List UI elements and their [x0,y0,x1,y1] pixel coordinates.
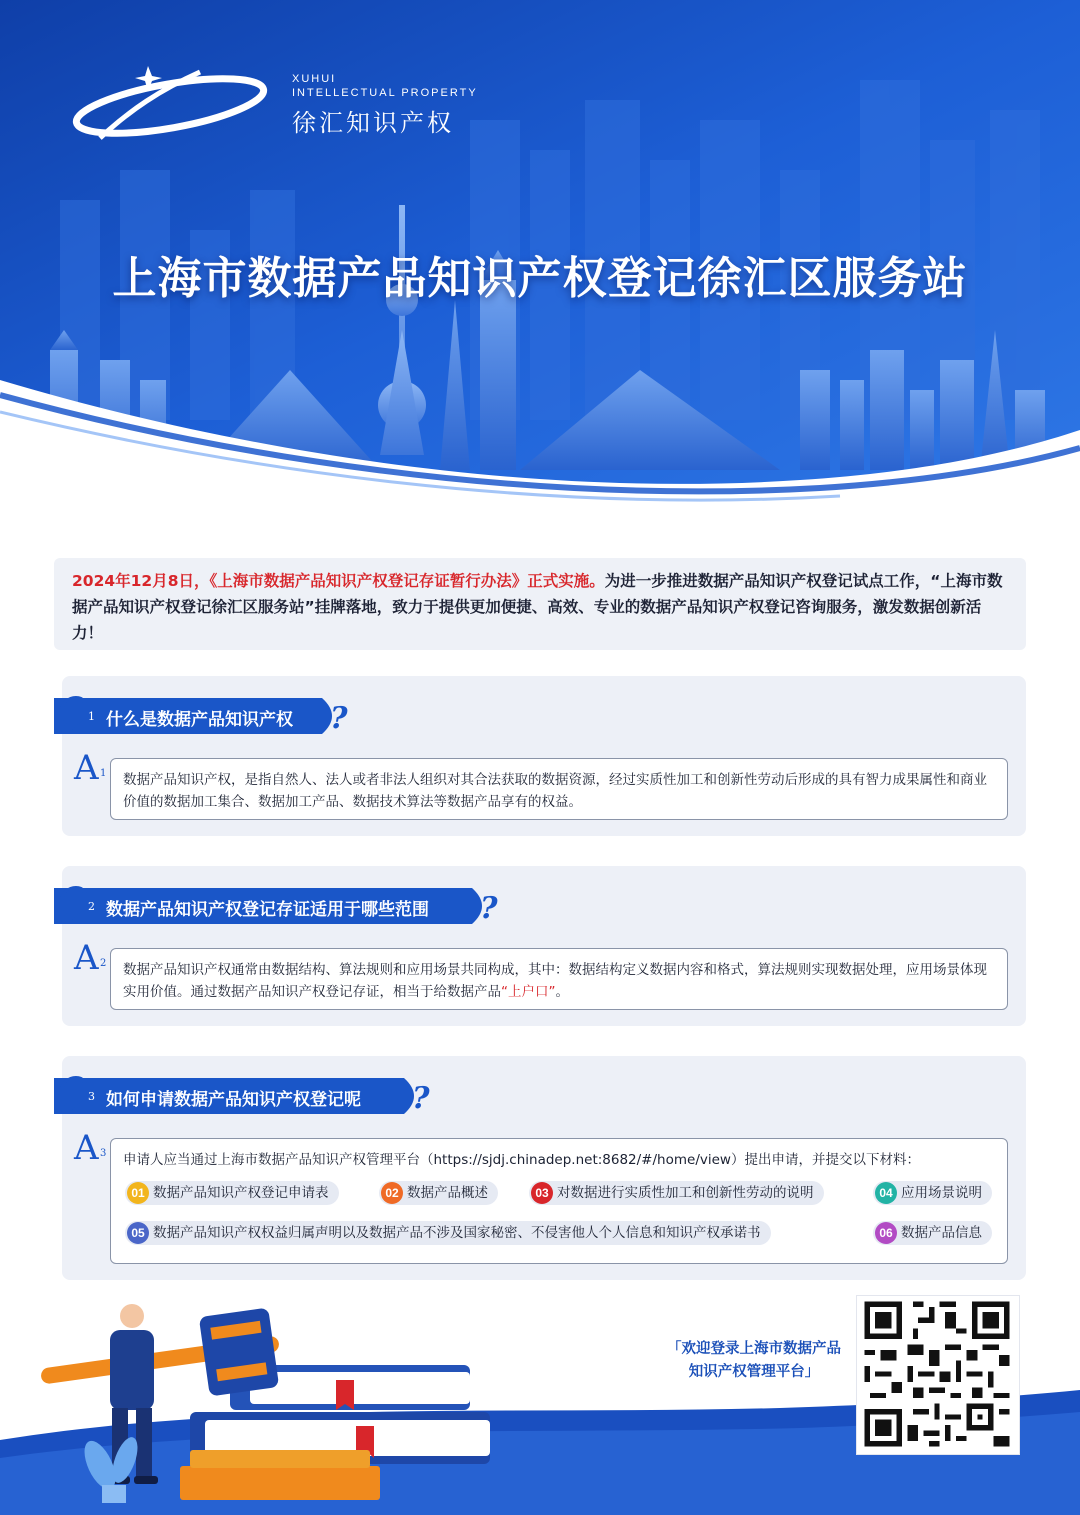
page-title: 上海市数据产品知识产权登记徐汇区服务站 [112,253,968,304]
answer-number: 3 [100,1148,107,1159]
gavel-icon [40,1308,280,1397]
answer-text-end: 。 [555,984,569,1000]
question-letter: Q [56,690,89,736]
qa-card-1 [56,676,1026,836]
answer-letter: A [74,748,99,788]
qa-card-3 [56,1056,1026,1280]
material-item [125,1221,771,1245]
brand-en-line2: INTELLECTUAL PROPERTY [292,87,478,99]
question-number: 1 [88,710,95,723]
answer-text: 数据产品知识产权，是指自然人、法人或者非法人组织对其合法获取的数据资源，经过实质性加工和创新性劳动后形成的具有智力成果属性和商业价值的数据加工集合、数据加工产品、数据技术算法等数据产品享有的权益。 [123,772,987,810]
qr-code[interactable] [856,1295,1020,1455]
material-number-badge: 05 [127,1222,149,1244]
qr-caption-line1: 「欢迎登录上海市数据产品 [667,1341,841,1357]
question-number: 3 [88,1090,95,1103]
answer-text: 数据产品知识产权通常由数据结构、算法规则和应用场景共同构成，其中：数据结构定义数据内容和格式，算法规则实现数据处理，应用场景体现实用价值。通过数据产品知识产权登记存证，相当于给数据产品 [123,962,987,1000]
material-number-badge: 06 [875,1222,897,1244]
material-label: 数据产品知识产权权益归属声明以及数据产品不涉及国家秘密、不侵害他人个人信息和知识产权承诺书 [153,1225,761,1241]
answer-text: 申请人应当通过上海市数据产品知识产权管理平台（https://sjdj.chinadep.net:8682/#/home/view）提出申请，并提交以下材料： [123,1152,920,1168]
material-item [529,1181,824,1205]
intro-highlight: 2024年12月8日，《上海市数据产品知识产权登记存证暂行办法》正式实施。 [72,572,605,590]
answer-letter: A [74,938,99,978]
question-text: 如何申请数据产品知识产权登记呢 [106,1090,361,1110]
material-item [873,1221,992,1245]
question-letter: Q [56,1070,89,1116]
answer-number: 2 [100,958,107,969]
material-label: 数据产品概述 [407,1185,488,1201]
brand-en-line1: XUHUI [292,73,337,85]
qa-card-2 [56,866,1026,1026]
qr-caption-line2: 知识产权管理平台」 [688,1364,820,1380]
material-label: 数据产品知识产权登记申请表 [153,1185,329,1201]
question-number: 2 [88,900,95,913]
material-number-badge: 02 [381,1182,403,1204]
qr-caption [664,1338,844,1384]
intro-paragraph [54,558,1026,650]
answer-box-3 [110,1138,1008,1264]
hero-banner [0,0,1080,520]
question-text: 什么是数据产品知识产权 [106,710,293,730]
question-letter: Q [56,880,89,926]
question-mark-icon: ? [480,891,498,926]
brand-cn: 徐汇知识产权 [292,109,454,137]
material-number-badge: 03 [531,1182,553,1204]
answer-box-1 [110,758,1008,820]
qr-code-icon [857,1296,1017,1452]
answer-highlight: “上户口” [501,984,556,1000]
material-label: 应用场景说明 [901,1185,982,1201]
answer-number: 1 [100,768,107,779]
question-mark-icon: ? [412,1081,430,1116]
question-mark-icon: ? [330,701,348,736]
material-number-badge: 04 [875,1182,897,1204]
material-item [873,1181,992,1205]
material-label: 对数据进行实质性加工和创新性劳动的说明 [557,1185,814,1201]
materials-row-2 [125,1221,993,1247]
material-item [379,1181,498,1205]
answer-letter: A [74,1128,99,1168]
material-label: 数据产品信息 [901,1225,982,1241]
answer-box-2 [110,948,1008,1010]
brand-name [292,72,478,138]
material-item [125,1181,339,1205]
question-text: 数据产品知识产权登记存证适用于哪些范围 [106,900,429,920]
material-number-badge: 01 [127,1182,149,1204]
intro-body: 为进一步推进数据产品知识产权登记试点工作，“上海市数据产品知识产权登记徐汇区服务站”挂牌落地，致力于提供更加便捷、高效、专业的数据产品知识产权登记咨询服务，激发数据创新活力！ [72,572,1003,642]
materials-row-1 [125,1181,993,1207]
